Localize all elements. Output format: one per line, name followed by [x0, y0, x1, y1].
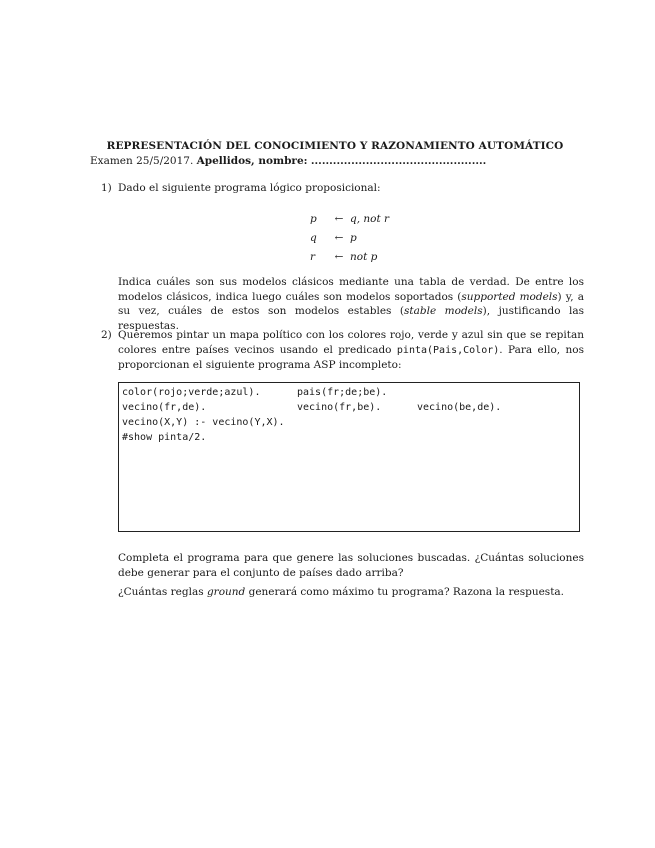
logic-rule	[310, 228, 389, 247]
rule-arrow: ←	[334, 212, 344, 225]
rule-body: q, not r	[350, 212, 390, 225]
question-2-task: Completa el programa para que genere las soluciones buscadas. ¿Cuántas soluciones debe generar para el conjunto de países dado arriba?	[118, 552, 584, 579]
q1-text-b: ) y, a su vez, cuáles de estos son modelos estables (	[118, 290, 584, 317]
question-2-intro	[118, 328, 584, 373]
q2-predicate: pinta(Pais,Color)	[396, 344, 500, 356]
code-vecino-fr-de: vecino(fr,de).	[122, 402, 207, 413]
rule-body: p	[350, 231, 357, 244]
exam-date: Examen 25/5/2017.	[90, 155, 194, 167]
logic-rule	[310, 247, 389, 266]
q2-after2-b: generará como máximo tu programa? Razona la respuesta.	[245, 586, 565, 598]
rule-head: q	[310, 231, 317, 244]
code-vecino-be-de: vecino(be,de).	[417, 402, 502, 413]
q1-supported-models: supported models	[461, 290, 558, 303]
question-1-task	[118, 275, 584, 333]
asp-code-box	[118, 382, 580, 532]
rule-head: r	[310, 250, 316, 263]
code-pais: pais(fr;de;be).	[297, 387, 388, 398]
q2-text-b: . Para ello, nos proporcionan el siguiente programa ASP incompleto:	[118, 343, 584, 371]
code-show: #show pinta/2.	[122, 432, 207, 443]
name-label: Apellidos, nombre:	[196, 155, 308, 167]
question-2-ground	[118, 585, 584, 600]
rule-head: p	[310, 212, 317, 225]
q1-text-c: ), justificando las respuestas.	[118, 305, 585, 332]
q2-ground-word: ground	[206, 586, 246, 598]
q1-text-a: Indica cuáles son sus modelos clásicos mediante una tabla de verdad. De entre los modelos clásicos, indica luego cuáles son modelos soportados (	[118, 276, 584, 303]
question-1-intro: Dado el siguiente programa lógico proposicional:	[118, 182, 381, 194]
code-vecino-symmetry: vecino(X,Y) :- vecino(Y,X).	[122, 417, 285, 428]
rule-body: not p	[350, 250, 378, 263]
code-color: color(rojo;verde;azul).	[122, 387, 261, 398]
question-2-number: 2)	[101, 329, 112, 341]
q2-after2-a: ¿Cuántas reglas	[118, 586, 207, 598]
name-fill-dots: ................................................	[310, 155, 487, 167]
page-title: REPRESENTACIÓN DEL CONOCIMIENTO Y RAZONAMIENTO AUTOMÁTICO	[106, 140, 564, 152]
code-vecino-fr-be: vecino(fr,be).	[297, 402, 382, 413]
logic-program	[310, 209, 389, 266]
q2-text-a: Queremos pintar un mapa político con los colores rojo, verde y azul sin que se repitan colores entre países vecinos usando el predicado	[118, 329, 584, 356]
q1-stable-models: stable models	[404, 305, 483, 317]
exam-header-line	[90, 155, 590, 167]
rule-arrow: ←	[334, 231, 344, 244]
rule-arrow: ←	[334, 250, 344, 263]
logic-rule	[310, 209, 389, 228]
question-1-number: 1)	[101, 182, 112, 194]
